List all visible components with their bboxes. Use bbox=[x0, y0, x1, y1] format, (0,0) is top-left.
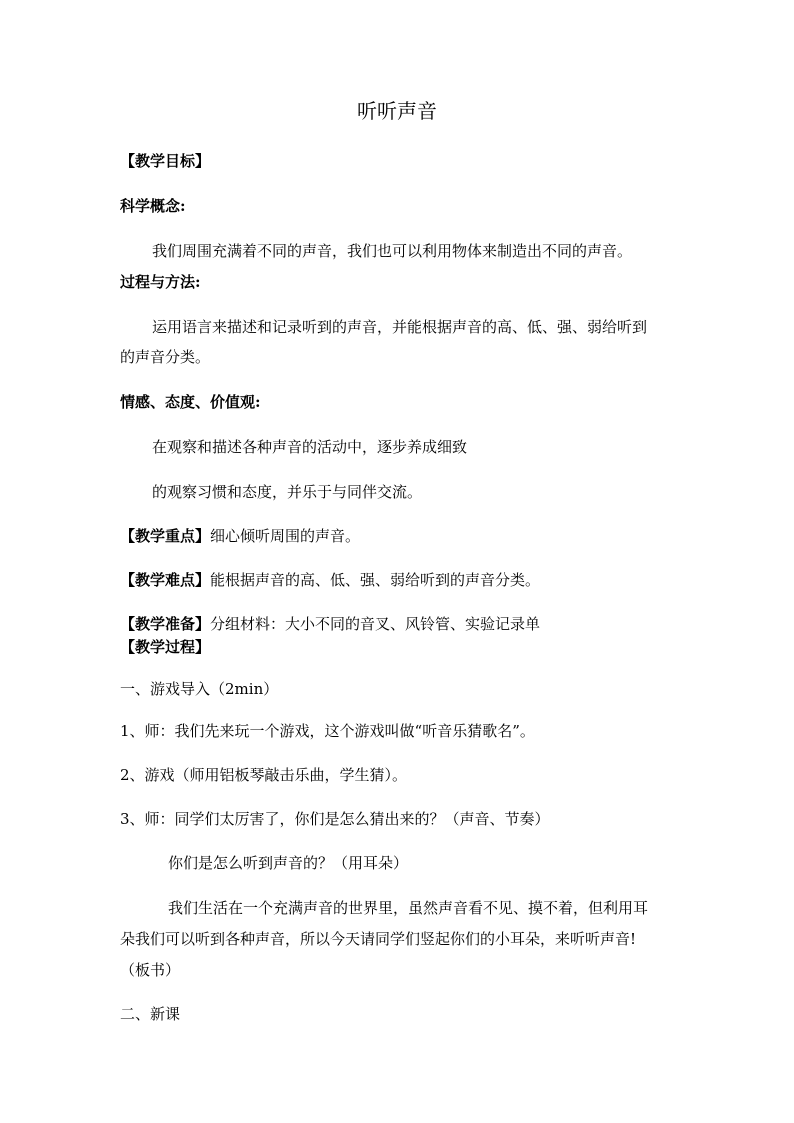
section2-heading: 二、新课 bbox=[120, 1005, 181, 1023]
section1-item1: 1、师：我们先来玩一个游戏，这个游戏叫做“听音乐猜歌名”。 bbox=[120, 722, 535, 740]
concept-text: 我们周围充满着不同的声音，我们也可以利用物体来制造出不同的声音。 bbox=[152, 242, 633, 260]
section1-item3: 3、师：同学们太厉害了，你们是怎么猜出来的？（声音、节奏） bbox=[120, 810, 550, 828]
concept-label: 科学概念: bbox=[120, 197, 186, 215]
process-method-label: 过程与方法: bbox=[120, 273, 201, 291]
preparation-label: 【教学准备】 bbox=[120, 615, 211, 633]
key-point bbox=[120, 525, 360, 547]
process-method-line1: 运用语言来描述和记录听到的声音，并能根据声音的高、低、强、弱给听到 bbox=[152, 318, 648, 336]
emotion-label: 情感、态度、价值观: bbox=[120, 393, 261, 411]
process-method-line2: 的声音分类。 bbox=[120, 348, 211, 366]
objectives-heading: 【教学目标】 bbox=[120, 152, 211, 170]
section1-paragraph-line3: （板书） bbox=[120, 961, 181, 979]
key-point-text: 细心倾听周围的声音。 bbox=[210, 527, 361, 545]
section1-paragraph-line2: 朵我们可以听到各种声音，所以今天请同学们竖起你们的小耳朵，来听听声音! bbox=[120, 930, 637, 948]
preparation bbox=[120, 613, 540, 635]
teaching-process-heading: 【教学过程】 bbox=[120, 638, 211, 656]
difficulty-text: 能根据声音的高、低、强、弱给听到的声音分类。 bbox=[210, 571, 541, 589]
section1-heading: 一、游戏导入（2min） bbox=[120, 680, 279, 698]
difficulty bbox=[120, 569, 540, 591]
section1-item2: 2、游戏（师用铝板琴敲击乐曲，学生猜）。 bbox=[120, 766, 408, 784]
key-point-label: 【教学重点】 bbox=[120, 527, 211, 545]
preparation-text: 分组材料：大小不同的音叉、风铃管、实验记录单 bbox=[210, 615, 541, 633]
section1-item3-sub: 你们是怎么听到声音的？（用耳朵） bbox=[168, 854, 409, 872]
emotion-line1: 在观察和描述各种声音的活动中，逐步养成细致 bbox=[152, 438, 468, 456]
emotion-line2: 的观察习惯和态度，并乐于与同伴交流。 bbox=[152, 483, 423, 501]
difficulty-label: 【教学难点】 bbox=[120, 571, 211, 589]
section1-paragraph-line1: 我们生活在一个充满声音的世界里，虽然声音看不见、摸不着，但利用耳 bbox=[168, 899, 649, 917]
page-title: 听听声音 bbox=[357, 99, 437, 123]
